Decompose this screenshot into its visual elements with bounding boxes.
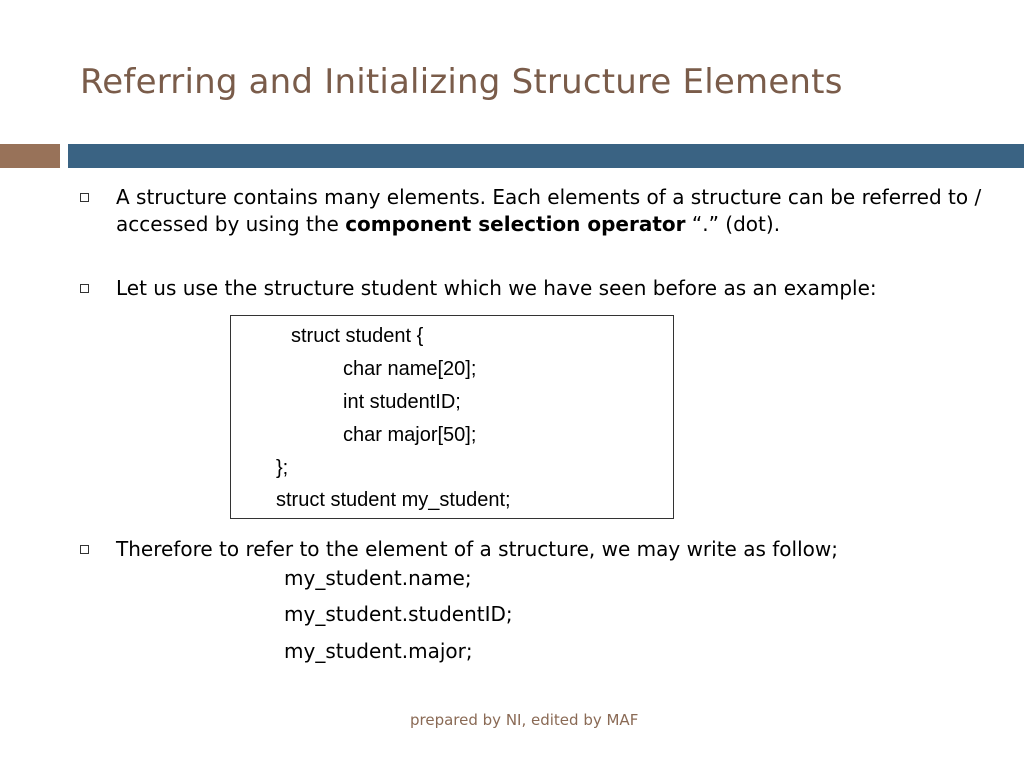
code-line: struct student my_student; <box>276 489 511 511</box>
square-bullet-icon <box>80 284 89 293</box>
bold-term: component selection operator <box>345 212 686 236</box>
square-bullet-icon <box>80 545 89 554</box>
bullet-text: Therefore to refer to the element of a structure, we may write as follow; <box>116 537 838 561</box>
title-divider-bar <box>68 144 1024 168</box>
code-line: char major[50]; <box>343 424 477 446</box>
code-line: char name[20]; <box>343 358 477 380</box>
expression-line: my_student.studentID; <box>284 602 513 626</box>
expression-line: my_student.major; <box>284 639 473 663</box>
slide-title: Referring and Initializing Structure Elements <box>80 62 843 102</box>
bullet-text: Let us use the structure student which we have seen before as an example: <box>116 276 877 300</box>
code-line: }; <box>276 457 289 479</box>
code-box <box>230 315 674 519</box>
bullet-text: A structure contains many elements. Each elements of a structure can be referred to / accessed by using the component selection operator “.” (dot). <box>116 185 982 236</box>
title-divider-accent <box>0 144 60 168</box>
expression-line: my_student.name; <box>284 566 472 590</box>
square-bullet-icon <box>80 193 89 202</box>
code-line: int studentID; <box>343 391 461 413</box>
slide-footer: prepared by NI, edited by MAF <box>410 711 639 729</box>
code-line: struct student { <box>291 325 424 347</box>
